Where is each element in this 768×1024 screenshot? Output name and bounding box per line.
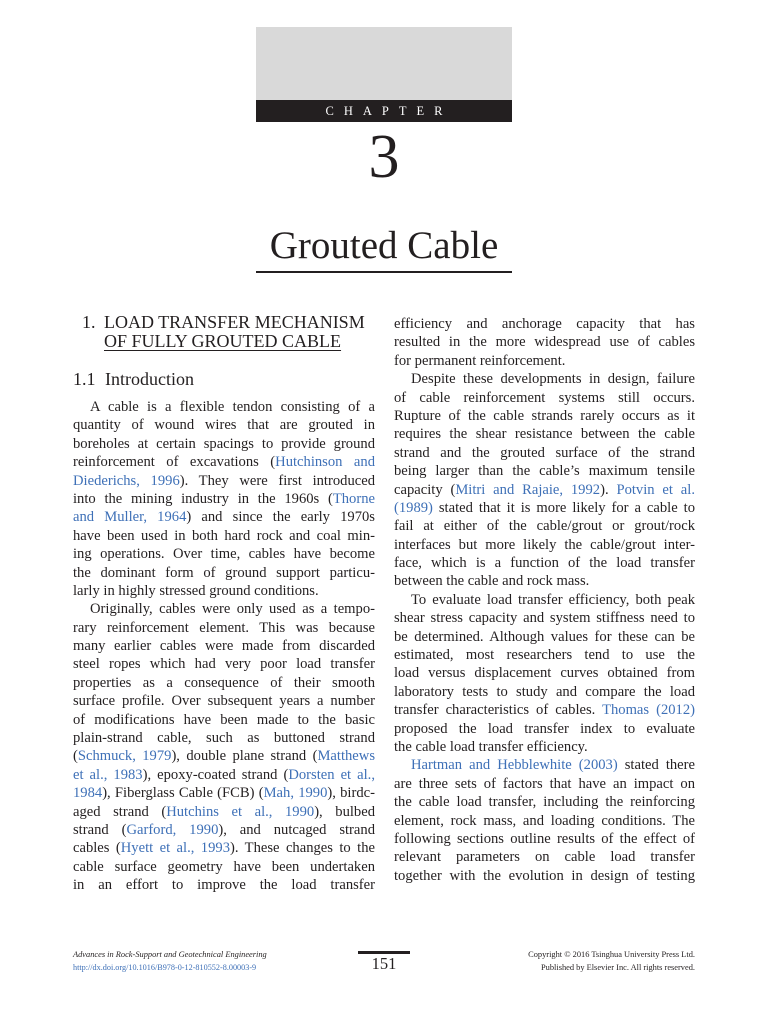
text-line xyxy=(73,655,375,673)
citation-link[interactable]: Mitri and Rajaie, 1992 xyxy=(455,481,601,498)
body-text: larly in highly stressed ground conditions. xyxy=(73,582,319,599)
chapter-number: 3 xyxy=(368,123,400,191)
text-line xyxy=(394,609,695,627)
text-line xyxy=(73,766,375,784)
text-line xyxy=(73,784,375,802)
body-text: are three sets of factors that have an impact on xyxy=(394,775,695,792)
text-line xyxy=(394,775,695,793)
text-line xyxy=(394,628,695,646)
body-text: rary reinforcement element. This was because xyxy=(73,619,375,636)
body-text: ing operations. Over time, cables have become xyxy=(73,546,375,563)
text-line xyxy=(394,370,695,388)
text-line xyxy=(73,453,375,471)
publisher-notice: Published by Elsevier Inc. All rights reserved. xyxy=(541,963,695,972)
text-line xyxy=(73,600,375,618)
text-line xyxy=(394,517,695,535)
body-text: of cable reinforcement systems still occurs. xyxy=(394,389,695,406)
body-text: capacity ( xyxy=(394,481,456,498)
chapter-title: Grouted Cable xyxy=(269,224,499,267)
text-line xyxy=(394,738,695,756)
body-text: into the mining industry in the 1960s ( xyxy=(73,490,333,507)
text-line xyxy=(73,472,375,490)
title-rule xyxy=(256,271,512,273)
text-line xyxy=(73,637,375,655)
body-text: the cable load transfer efficiency. xyxy=(394,738,588,755)
body-text: fail at either of the cable/grout or grout/rock xyxy=(394,518,695,535)
body-text: surface profile. Over subsequent years a number xyxy=(73,693,375,710)
text-line xyxy=(394,554,695,572)
body-text: load versus displacement curves obtained from xyxy=(394,665,695,682)
citation-link[interactable]: Potvin et al. xyxy=(616,481,695,498)
right-column xyxy=(394,315,695,885)
body-text: ). xyxy=(600,481,617,498)
paragraph xyxy=(73,600,375,894)
text-line xyxy=(394,867,695,885)
citation-link[interactable]: Thorne xyxy=(332,490,375,507)
left-column xyxy=(73,398,375,895)
chapter-header-box xyxy=(256,27,512,100)
paragraph xyxy=(394,756,695,885)
text-line xyxy=(73,803,375,821)
body-text: ). They were first introduced xyxy=(179,472,375,489)
text-line xyxy=(73,674,375,692)
paragraph xyxy=(73,398,375,600)
paragraph xyxy=(394,370,695,591)
text-line xyxy=(394,462,695,480)
text-line xyxy=(394,664,695,682)
footer-book-title: Advances in Rock-Support and Geotechnical Engineering xyxy=(73,950,267,959)
citation-link[interactable]: Matthews xyxy=(317,748,375,765)
body-text: shear stress capacity and system stiffness need to xyxy=(394,610,695,627)
body-text: strand ( xyxy=(73,821,127,838)
citation-link[interactable]: Hutchins et al., 1990 xyxy=(166,803,315,820)
page-number: 151 xyxy=(371,954,397,973)
footer-left xyxy=(73,948,267,974)
section-number: 1. xyxy=(82,312,96,332)
body-text: efficiency and anchorage capacity that has xyxy=(394,316,695,332)
body-text: stated there xyxy=(617,757,695,774)
text-line xyxy=(394,333,695,351)
text-line xyxy=(394,499,695,517)
citation-link[interactable]: Mah, 1990 xyxy=(263,785,328,802)
text-line xyxy=(73,858,375,876)
text-line xyxy=(73,729,375,747)
body-text: the dominant form of ground support particu- xyxy=(73,564,375,581)
text-line xyxy=(394,425,695,443)
text-line xyxy=(394,352,695,370)
body-text: for permanent reinforcement. xyxy=(394,352,566,369)
text-line xyxy=(73,398,375,416)
body-text: estimated, most researchers tend to use the xyxy=(394,647,695,664)
text-line xyxy=(394,830,695,848)
text-line xyxy=(394,536,695,554)
text-line xyxy=(394,572,695,590)
body-text: following sections outline results of the effect of xyxy=(394,830,695,847)
text-line xyxy=(394,848,695,866)
citation-link[interactable]: Diederichs, 1996 xyxy=(73,472,180,489)
section-title-line1: LOAD TRANSFER MECHANISM xyxy=(104,312,365,332)
body-text: between the cable and rock mass. xyxy=(394,573,590,590)
text-line xyxy=(73,582,375,600)
text-line xyxy=(73,692,375,710)
citation-link[interactable]: et al., 1983 xyxy=(73,766,143,783)
text-line xyxy=(394,481,695,499)
body-text: Despite these developments in design, failure xyxy=(411,371,695,388)
body-text: ), birdc- xyxy=(327,785,375,802)
body-text: plain-strand cable, such as buttoned strand xyxy=(73,730,375,747)
citation-link[interactable]: (1989) xyxy=(394,499,433,516)
body-text: proposed the load transfer index to evaluate xyxy=(394,720,695,737)
text-line xyxy=(394,720,695,738)
text-line xyxy=(394,389,695,407)
body-text: together with the evolution in design of testing xyxy=(394,867,695,884)
body-text: Rupture of the cable strands rarely occurs as it xyxy=(394,407,695,424)
body-text: ), epoxy-coated strand ( xyxy=(142,766,289,783)
body-text: resulted in the more widespread use of cables xyxy=(394,334,695,351)
body-text: aged strand ( xyxy=(73,803,167,820)
body-text: stated that it is more likely for a cable to xyxy=(432,499,695,516)
doi-link[interactable]: http://dx.doi.org/10.1016/B978-0-12-810552-8.00003-9 xyxy=(73,963,257,972)
body-text: ( xyxy=(73,748,78,765)
body-text: reinforcement of excavations ( xyxy=(73,454,276,471)
body-text: steel ropes which had very poor load transfer xyxy=(73,656,375,673)
section-heading xyxy=(82,313,365,351)
body-text: A cable is a flexible tendon consisting of a xyxy=(90,399,375,415)
body-text: ), and nutcaged strand xyxy=(218,821,375,838)
text-line xyxy=(394,683,695,701)
text-line xyxy=(73,490,375,508)
body-text: the cable load transfer, including the reinforcing xyxy=(394,794,695,811)
text-line xyxy=(73,527,375,545)
body-text: To evaluate load transfer efficiency, both peak xyxy=(411,591,695,608)
body-text: transfer characteristics of cables. xyxy=(394,702,603,719)
text-line xyxy=(394,407,695,425)
citation-link[interactable]: Hutchinson and xyxy=(275,454,375,471)
text-line xyxy=(73,619,375,637)
subsection-title: Introduction xyxy=(105,369,194,389)
body-text: ). These changes to the xyxy=(230,840,375,857)
copyright-notice: Copyright © 2016 Tsinghua University Press Ltd. xyxy=(528,950,695,959)
text-line xyxy=(394,444,695,462)
citation-link[interactable]: Hartman and Hebblewhite (2003) xyxy=(411,757,618,774)
citation-link[interactable]: 1984 xyxy=(73,785,103,802)
chapter-label: CHAPTER xyxy=(256,100,512,122)
text-line xyxy=(73,876,375,894)
text-line xyxy=(73,435,375,453)
body-text: ) and since the early 1970s xyxy=(186,509,375,526)
citation-link[interactable]: and Muller, 1964 xyxy=(73,509,187,526)
text-line xyxy=(394,756,695,774)
citation-link[interactable]: Dorsten et al., xyxy=(288,766,375,783)
footer-right xyxy=(528,948,695,974)
body-text: many earlier cables were made from discarded xyxy=(73,638,375,655)
paragraph xyxy=(394,591,695,757)
section-title xyxy=(104,313,365,351)
body-text: strand and the grouted surface of the strand xyxy=(394,444,695,461)
body-text: being larger than the cable’s maximum tensile xyxy=(394,463,695,480)
body-text: cable surface geometry have been undertaken xyxy=(73,858,375,875)
body-text: interfaces but more likely the cable/grout inter- xyxy=(394,536,695,553)
citation-link[interactable]: Hyett et al., 1993 xyxy=(120,840,230,857)
body-text: have been used in both hard rock and coal min- xyxy=(73,527,375,544)
text-line xyxy=(73,416,375,434)
text-line xyxy=(73,545,375,563)
subsection-heading xyxy=(73,369,194,389)
body-text: quantity of wound wires that are grouted in xyxy=(73,417,375,434)
body-text: requires the shear resistance between the cable xyxy=(394,426,695,443)
body-text: face, which is a function of the load transfer xyxy=(394,555,695,572)
text-line xyxy=(73,821,375,839)
citation-link[interactable]: Thomas (2012) xyxy=(602,702,695,719)
text-line xyxy=(73,508,375,526)
text-line xyxy=(394,793,695,811)
body-text: ), double plane strand ( xyxy=(171,748,318,765)
section-title-line2: OF FULLY GROUTED CABLE xyxy=(104,331,342,351)
body-text: relevant parameters on cable load transfer xyxy=(394,849,695,866)
body-text: properties as a consequence of their smooth xyxy=(73,674,375,691)
text-line xyxy=(73,839,375,857)
text-line xyxy=(73,564,375,582)
body-text: be determined. Although values for these can be xyxy=(394,628,695,645)
paragraph xyxy=(394,315,695,370)
body-text: ), bulbed xyxy=(314,803,375,820)
text-line xyxy=(73,747,375,765)
body-text: laboratory tests to study and compare the load xyxy=(394,683,695,700)
text-line xyxy=(394,701,695,719)
body-text: Originally, cables were only used as a tempo- xyxy=(90,601,375,618)
body-text: element, rock mass, and loading conditions. The xyxy=(394,812,695,829)
text-line xyxy=(394,646,695,664)
subsection-number: 1.1 xyxy=(73,369,96,389)
text-line xyxy=(73,711,375,729)
text-line xyxy=(394,812,695,830)
body-text: ), Fiberglass Cable (FCB) ( xyxy=(102,785,264,802)
citation-link[interactable]: Garford, 1990 xyxy=(126,821,219,838)
citation-link[interactable]: Schmuck, 1979 xyxy=(77,748,172,765)
body-text: of modifications have been made to the basic xyxy=(73,711,375,728)
text-line xyxy=(394,591,695,609)
body-text: cables ( xyxy=(73,840,121,857)
body-text: boreholes at certain spacings to provide ground xyxy=(73,435,375,452)
body-text: in an effort to improve the load transfer xyxy=(73,877,375,894)
text-line xyxy=(394,315,695,333)
